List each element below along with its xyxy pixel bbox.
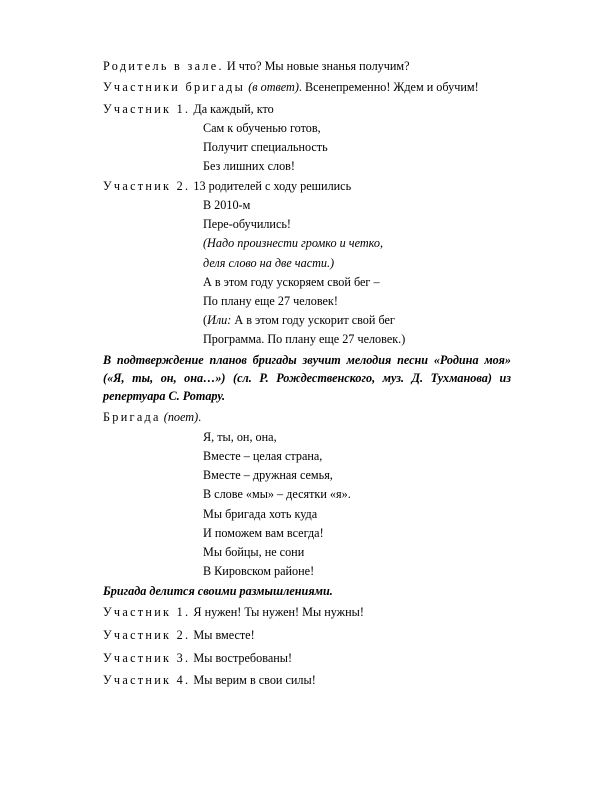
line-brigade-answer bbox=[103, 80, 479, 95]
stage-note: (поет) bbox=[163, 410, 199, 424]
verse-line: В 2010-м bbox=[203, 198, 251, 212]
song-line: В слове «мы» – десятки «я». bbox=[203, 487, 351, 501]
line-text: Да каждый, кто bbox=[190, 102, 274, 116]
direction-text: ) (сл. Р. Рождественского, муз. Д. Тухманова) из репертуара С. Ротару. bbox=[103, 371, 511, 403]
line-text: 13 родителей с ходу решились bbox=[190, 179, 352, 193]
verse-line: Пере-обучились! bbox=[203, 217, 291, 231]
line-participant-1 bbox=[103, 102, 274, 117]
verse-line: Без лишних слов! bbox=[203, 159, 295, 173]
speaker-label: Участник 3. bbox=[103, 651, 191, 665]
line-text: Мы востребованы! bbox=[190, 651, 293, 665]
song-subtitle: «Я, ты, он, она…» bbox=[107, 371, 222, 385]
line-parent-in-hall bbox=[103, 59, 410, 74]
verse-line-alternative bbox=[203, 313, 395, 328]
stage-note: (в ответ) bbox=[248, 80, 299, 94]
speaker-label: Участник 4. bbox=[103, 673, 191, 687]
verse-line: А в этом году ускоряем свой бег – bbox=[203, 275, 380, 289]
verse-line: Программа. По плану еще 27 человек.) bbox=[203, 332, 406, 346]
line-participant-2 bbox=[103, 179, 351, 194]
speaker-label: Участник 2. bbox=[103, 179, 191, 193]
speaker-label: Бригада bbox=[103, 410, 161, 424]
stage-note-line: (Надо произнести громко и четко, bbox=[203, 236, 384, 250]
song-line: И поможем вам всегда! bbox=[203, 526, 324, 540]
verse-line: Получит специальность bbox=[203, 140, 328, 154]
direction-text: ( bbox=[103, 371, 108, 385]
line-participant-4 bbox=[103, 673, 316, 688]
direction-text: В подтверждение планов бригады звучит мелодия песни bbox=[103, 353, 434, 367]
speaker-label: Родитель в зале. bbox=[103, 59, 224, 73]
line-brigade-sings bbox=[103, 410, 201, 425]
speaker-label: Участники бригады bbox=[103, 80, 246, 94]
verse-line: По плану еще 27 человек! bbox=[203, 294, 338, 308]
line-participant-2 bbox=[103, 628, 255, 643]
song-line: Я, ты, он, она, bbox=[203, 430, 277, 444]
line-participant-3 bbox=[103, 651, 292, 666]
line-participant-1 bbox=[103, 605, 364, 620]
stage-note-line: деля слово на две части.) bbox=[203, 256, 335, 270]
speaker-label: Участник 2. bbox=[103, 628, 191, 642]
song-line: Вместе – дружная семья, bbox=[203, 468, 333, 482]
song-line: Вместе – целая страна, bbox=[203, 449, 323, 463]
paren: ( bbox=[203, 313, 208, 327]
line-text: Я нужен! Ты нужен! Мы нужны! bbox=[190, 605, 364, 619]
speaker-label: Участник 1. bbox=[103, 102, 191, 116]
line-text: . bbox=[198, 410, 202, 424]
line-text: Мы верим в свои силы! bbox=[190, 673, 316, 687]
line-text: . Всенепременно! Ждем и обучим! bbox=[298, 80, 479, 94]
song-title: «Родина моя» bbox=[433, 353, 511, 367]
line-text: А в этом году ускорит свой бег bbox=[231, 313, 395, 327]
song-line: Мы бойцы, не сони bbox=[203, 545, 305, 559]
line-text: Мы вместе! bbox=[190, 628, 255, 642]
stage-direction: Бригада делится своими размышлениями. bbox=[103, 584, 333, 598]
song-line: В Кировском районе! bbox=[203, 564, 315, 578]
verse-line: Сам к обученью готов, bbox=[203, 121, 321, 135]
song-line: Мы бригада хоть куда bbox=[203, 507, 318, 521]
stage-direction-paragraph bbox=[103, 351, 511, 405]
speaker-label: Участник 1. bbox=[103, 605, 191, 619]
alt-label: Или: bbox=[207, 313, 232, 327]
line-text: И что? Мы новые знанья получим? bbox=[223, 59, 410, 73]
